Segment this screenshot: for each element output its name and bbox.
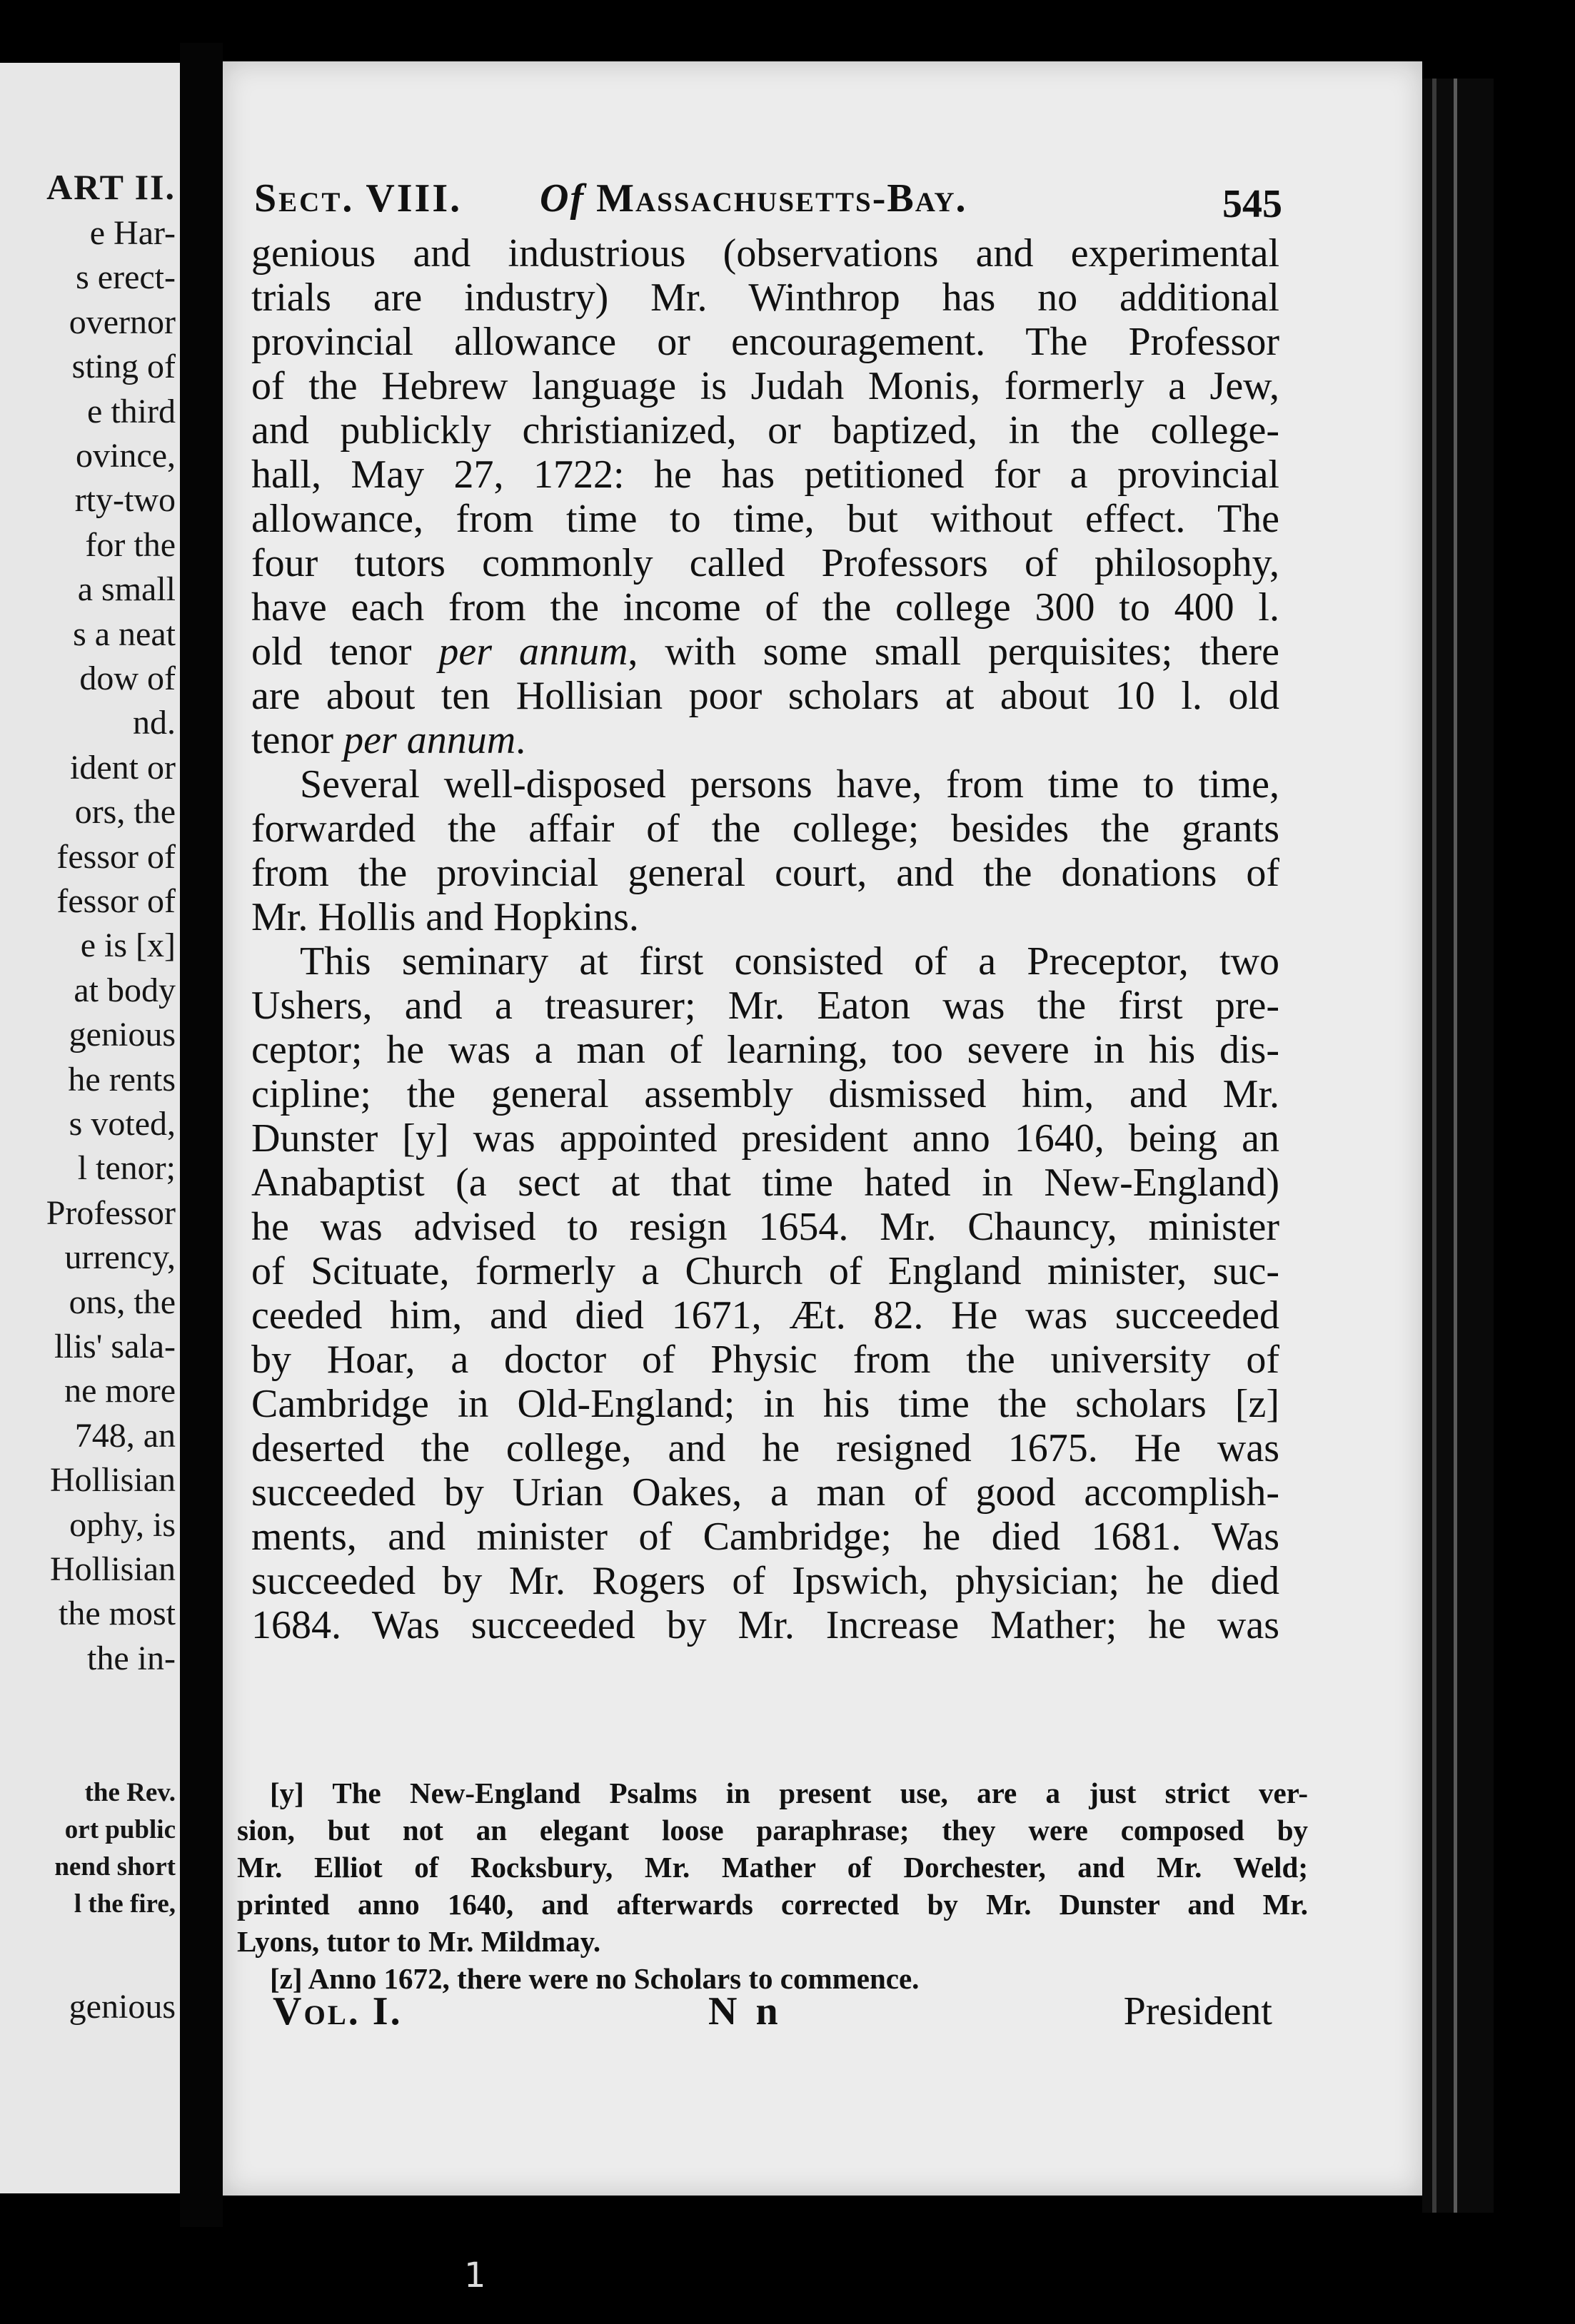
page-footer [273, 1989, 1272, 2038]
left-page-line: e third [87, 392, 176, 430]
body-line: deserted the college, and he resigned 1675. He was [251, 1426, 1279, 1470]
italic-phrase: per annum [438, 630, 628, 674]
left-page-line: Professor [46, 1193, 176, 1232]
footnotes [237, 1774, 1308, 1997]
body-line: Several well-disposed persons have, from time to time, [300, 762, 1279, 807]
body-line: he was advised to resign 1654. Mr. Chauncy, minister [251, 1205, 1279, 1249]
left-page-line: fessor of [56, 837, 176, 876]
left-page-line: s voted, [69, 1105, 176, 1143]
left-page-line: for the [85, 525, 176, 564]
footnote-line: printed anno 1640, and afterwards corrected by Mr. Dunster and Mr. [237, 1888, 1308, 1921]
left-page-line: ors, the [74, 793, 176, 832]
body-line: Ushers, and a treasurer; Mr. Eaton was the first pre- [251, 984, 1279, 1028]
left-page-line: he rents [68, 1060, 176, 1098]
footnote-line: [y] The New-England Psalms in present use, are a just strict ver- [270, 1777, 1308, 1809]
left-page-line: s a neat [73, 615, 176, 653]
left-page-line: the most [59, 1595, 176, 1633]
body-line: This seminary at first consisted of a Preceptor, two [300, 939, 1279, 984]
running-title-text: Massachusetts-Bay. [596, 176, 967, 221]
volume-label: Vol. I. [273, 1989, 403, 2034]
body-line: cipline; the general assembly dismissed him, and Mr. [251, 1072, 1279, 1116]
left-page-line: 748, an [74, 1416, 176, 1455]
footnote-line: sion, but not an elegant loose paraphrase; they were composed by [237, 1814, 1308, 1846]
left-page-line: the in- [87, 1639, 176, 1677]
page-edge [1422, 79, 1494, 2213]
main-page [223, 61, 1422, 2196]
left-page-line: nd. [133, 704, 176, 742]
body-line: Mr. Hollis and Hopkins. [251, 895, 639, 939]
left-page-line: genious [69, 1016, 176, 1054]
catchword: President [1123, 1989, 1272, 2034]
left-page-line: ident or [70, 748, 176, 787]
body-line: have each from the income of the college 300 to 400 l. [251, 585, 1279, 630]
body-line: succeeded by Mr. Rogers of Ipswich, physician; he died [251, 1559, 1279, 1603]
italic-phrase: per annum [343, 718, 516, 762]
left-page-line: ons, the [69, 1283, 176, 1321]
body-line: 1684. Was succeeded by Mr. Increase Mather; he was [251, 1603, 1279, 1647]
section-label: Sect. VIII. [254, 176, 463, 221]
running-title-italic: Of [540, 176, 585, 221]
body-line: of Scituate, formerly a Church of England minister, suc- [251, 1249, 1279, 1293]
body-line: ceeded him, and died 1671, Æt. 82. He was succeeded [251, 1293, 1279, 1338]
body-line: provincial allowance or encouragement. The Professor [251, 320, 1279, 364]
left-page-note-line: nend short [54, 1852, 176, 1881]
body-line: and publickly christianized, or baptized, in the college- [251, 408, 1279, 453]
body-line: hall, May 27, 1722: he has petitioned for a provincial [251, 453, 1279, 497]
body-text [251, 231, 1279, 1647]
body-line: tenor per annum. [251, 718, 526, 762]
left-page-line: ne more [64, 1372, 176, 1410]
body-line: old tenor per annum, with some small perquisites; there [251, 630, 1280, 674]
left-page-line: urrency, [64, 1238, 176, 1277]
left-page-line: at body [74, 971, 176, 1009]
left-page-note-line: ort public [64, 1815, 176, 1844]
footnote-line: [z] Anno 1672, there were no Scholars to commence. [270, 1962, 920, 1995]
left-page-note-line: the Rev. [84, 1778, 176, 1807]
running-head [254, 176, 1282, 226]
left-page-line: fessor of [56, 882, 176, 920]
book-gutter [180, 43, 223, 2227]
footnote-line: Lyons, tutor to Mr. Mildmay. [237, 1925, 601, 1958]
left-page-line: dow of [79, 660, 176, 697]
left-running-head: ART II. [46, 167, 176, 207]
left-page-line: ophy, is [69, 1505, 176, 1544]
body-line: by Hoar, a doctor of Physic from the university of [251, 1338, 1279, 1382]
body-line: of the Hebrew language is Judah Monis, formerly a Jew, [251, 364, 1279, 408]
body-line: ments, and minister of Cambridge; he died 1681. Was [251, 1515, 1279, 1559]
left-page-line: e Har- [89, 214, 176, 252]
body-line: forwarded the affair of the college; besides the grants [251, 807, 1279, 851]
left-page-line: l tenor; [77, 1149, 176, 1188]
left-page-line: overnor [69, 303, 176, 341]
footnote-line: Mr. Elliot of Rocksbury, Mr. Mather of Dorchester, and Mr. Weld; [237, 1851, 1308, 1884]
body-line: Cambridge in Old-England; in his time the scholars [z] [251, 1382, 1279, 1426]
stray-mark: 1 [464, 2255, 486, 2295]
body-line: ceptor; he was a man of learning, too severe in his dis- [251, 1028, 1279, 1072]
body-line: four tutors commonly called Professors of philosophy, [251, 541, 1279, 585]
left-page-line: sting of [71, 348, 176, 386]
page-number: 545 [1222, 182, 1282, 226]
body-line: Dunster [y] was appointed president anno 1640, being an [251, 1116, 1279, 1161]
body-line: allowance, from time to time, but without effect. The [251, 497, 1279, 541]
left-catchword: genious [69, 1988, 176, 2026]
left-page-line: Hollisian [50, 1461, 176, 1500]
body-line: from the provincial general court, and the donations of [251, 851, 1279, 895]
left-page-line: rty-two [74, 481, 176, 520]
left-page-line: llis' sala- [54, 1328, 176, 1365]
left-page-line: ovince, [76, 437, 176, 475]
left-page-line: s erect- [76, 258, 176, 297]
body-line: genious and industrious (observations and experimental [251, 231, 1279, 276]
left-page-line: e is [x] [80, 926, 176, 965]
body-line: are about ten Hollisian poor scholars at about 10 l. old [251, 674, 1279, 718]
left-page-line: Hollisian [50, 1550, 176, 1588]
left-facing-page [0, 63, 180, 2193]
left-page-note-line: l the fire, [74, 1889, 176, 1919]
body-line: Anabaptist (a sect at that time hated in New-England) [251, 1161, 1279, 1205]
left-page-line: a small [77, 570, 176, 609]
signature-mark: N n [708, 1989, 783, 2034]
body-line: trials are industry) Mr. Winthrop has no additional [251, 276, 1279, 320]
running-title [540, 176, 967, 221]
body-line: succeeded by Urian Oakes, a man of good accomplish- [251, 1470, 1279, 1515]
